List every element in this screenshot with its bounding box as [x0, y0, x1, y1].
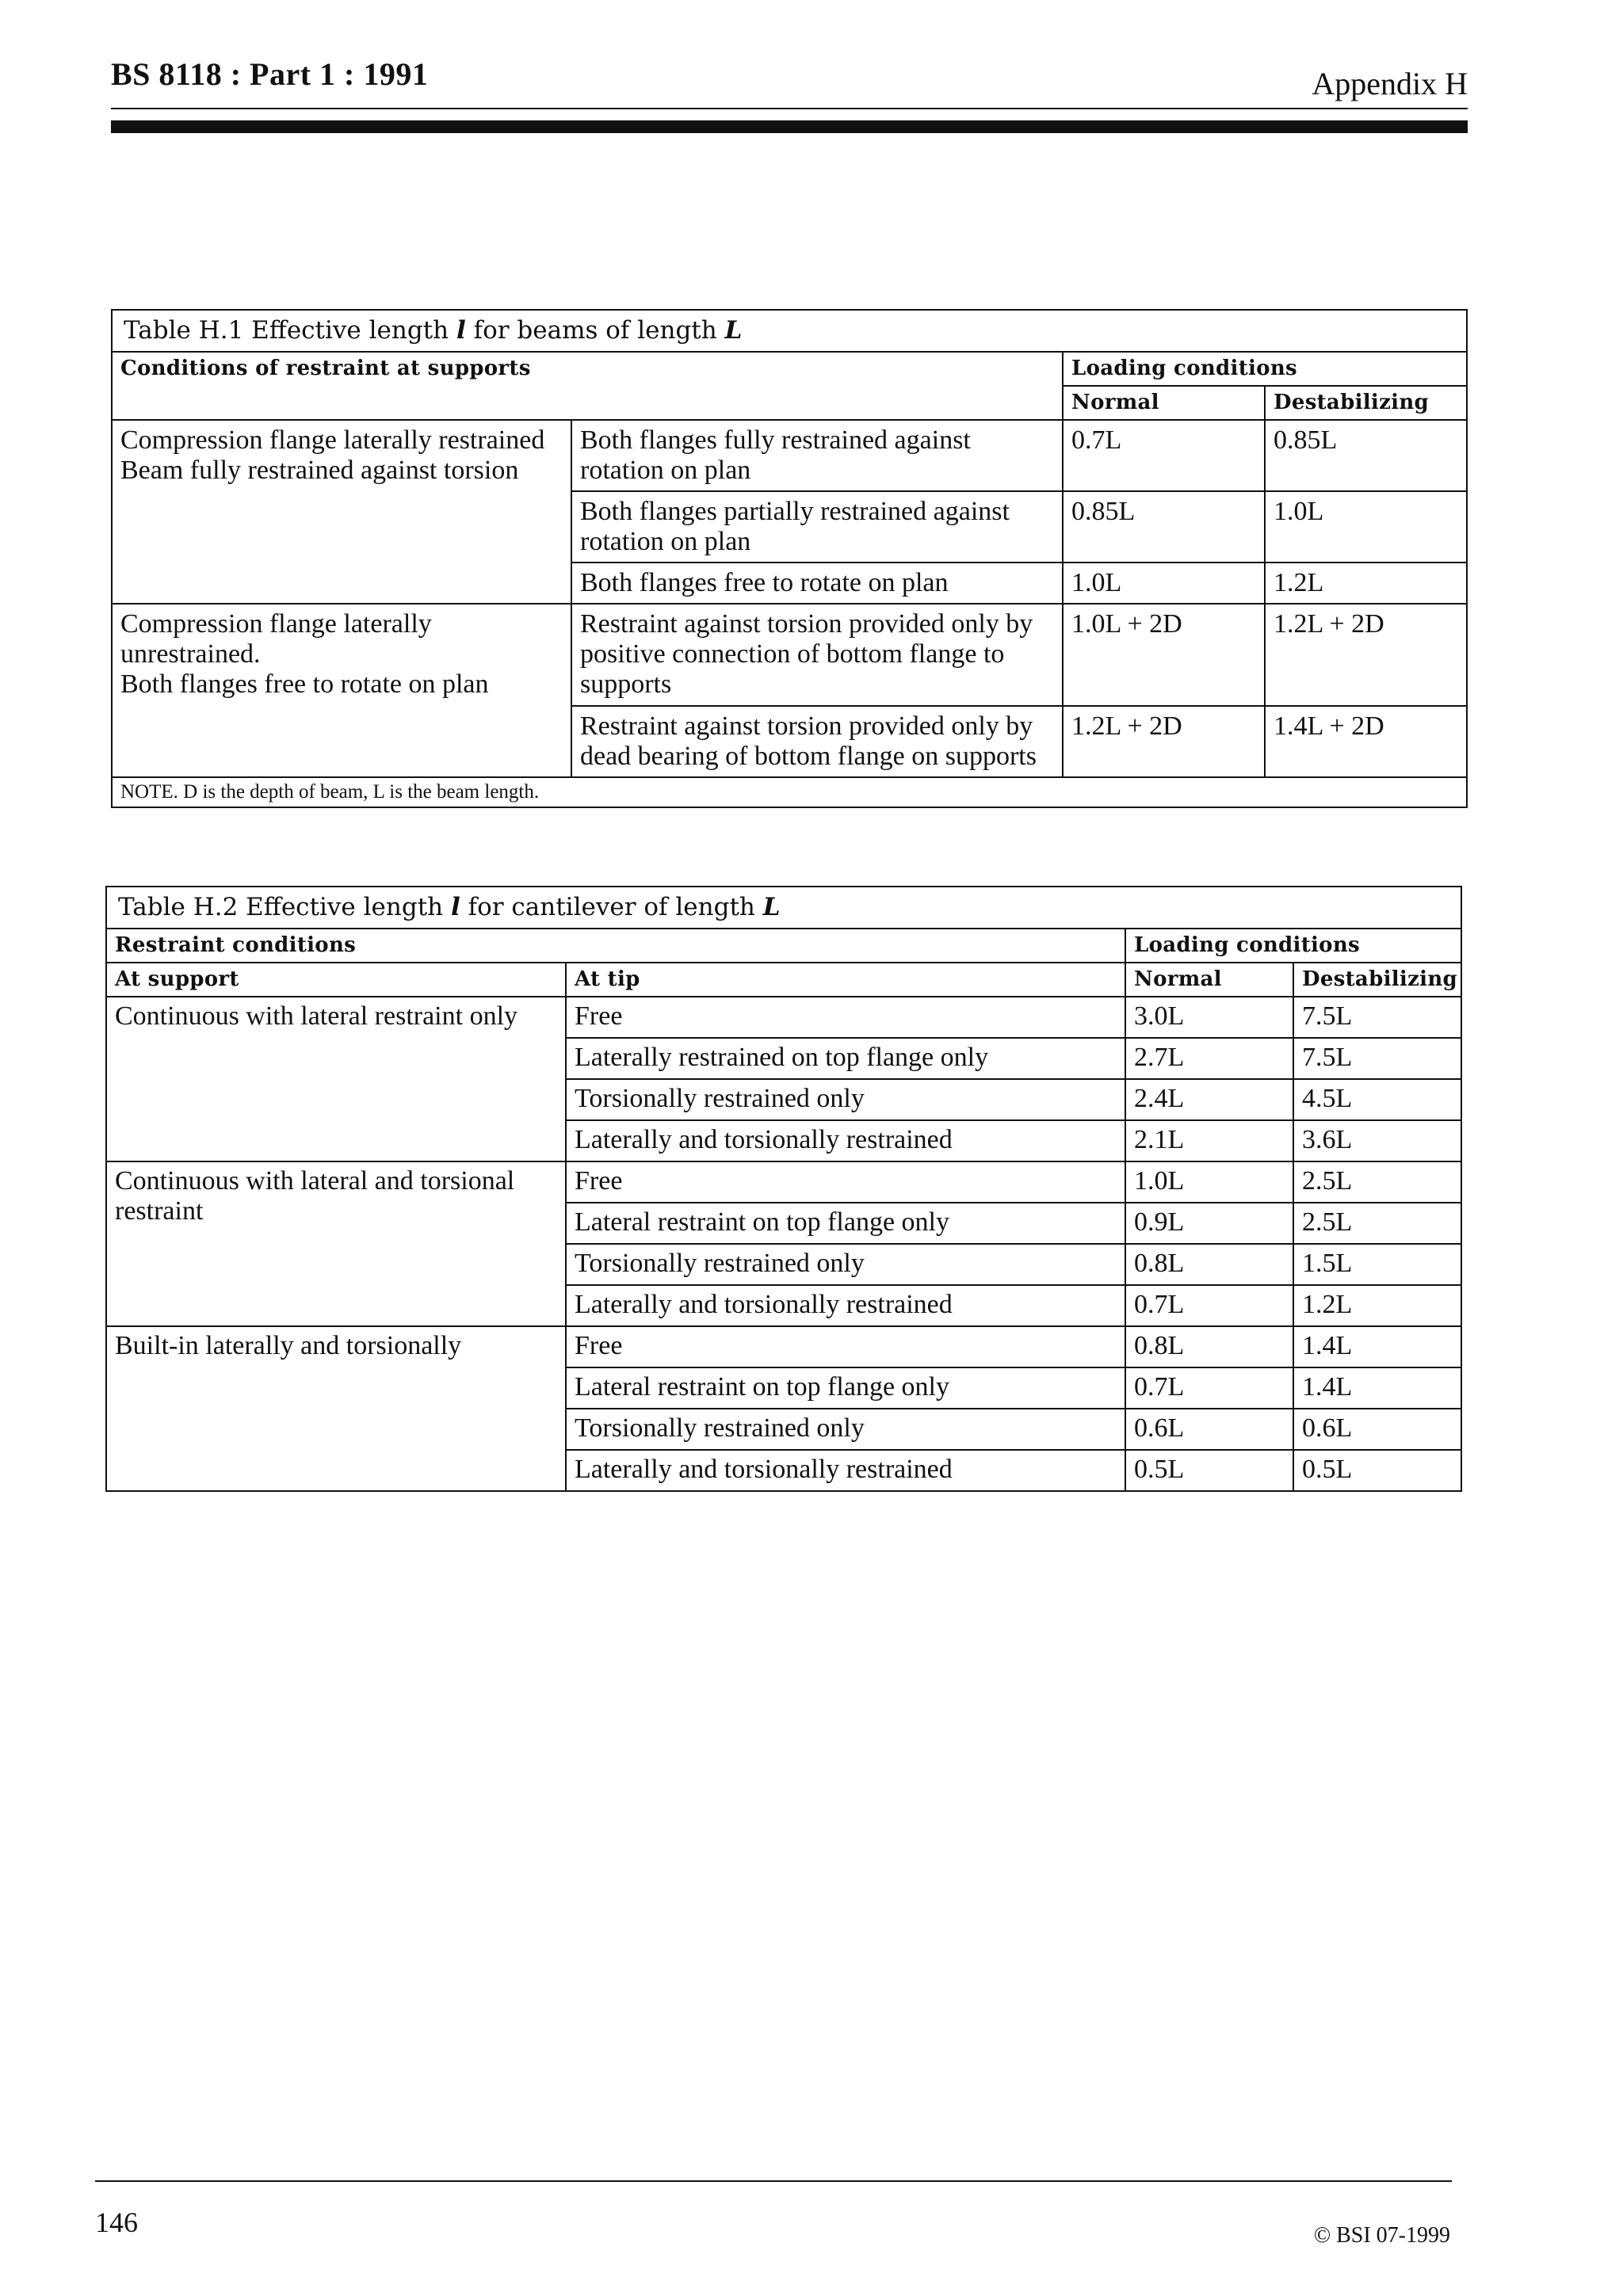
table-h1-destabilizing-header: Destabilizing — [1265, 386, 1467, 420]
table-h2-destabilizing: 2.5L — [1293, 1161, 1461, 1203]
table-h1-normal: 1.2L + 2D — [1063, 706, 1265, 777]
table-h2-tip: Free — [566, 1326, 1125, 1367]
table-h2-normal: 0.7L — [1125, 1285, 1293, 1326]
table-h2-support: Continuous with lateral and torsional restraint — [106, 1161, 566, 1326]
table-h2-destabilizing: 0.5L — [1293, 1450, 1461, 1491]
table-row — [112, 420, 1467, 491]
table-h2-normal: 1.0L — [1125, 1161, 1293, 1203]
table-h2-destabilizing: 2.5L — [1293, 1203, 1461, 1244]
table-h2-tip: Laterally restrained on top flange only — [566, 1038, 1125, 1079]
table-h1-detail: Both flanges fully restrained against rotation on plan — [571, 420, 1063, 491]
footer-rule — [95, 2180, 1452, 2182]
table-h1-destabilizing: 0.85L — [1265, 420, 1467, 491]
table-h2-destabilizing: 4.5L — [1293, 1079, 1461, 1120]
table-h2-destabilizing: 1.5L — [1293, 1244, 1461, 1285]
table-h2-loading-header: Loading conditions — [1125, 929, 1461, 963]
table-h1-detail: Both flanges partially restrained against rotation on plan — [571, 491, 1063, 563]
table-h2-tip: Laterally and torsionally restrained — [566, 1450, 1125, 1491]
table-h2-tip: Lateral restraint on top flange only — [566, 1203, 1125, 1244]
table-h2-destabilizing: 7.5L — [1293, 1038, 1461, 1079]
table-h2-restraint-header: Restraint conditions — [106, 929, 1125, 963]
table-h2-destabilizing: 1.2L — [1293, 1285, 1461, 1326]
table-h1-destabilizing: 1.4L + 2D — [1265, 706, 1467, 777]
table-h1-normal: 1.0L — [1063, 563, 1265, 604]
table-h2-support: Continuous with lateral restraint only — [106, 997, 566, 1161]
table-h2-tip: Torsionally restrained only — [566, 1409, 1125, 1450]
table-h1-caption: Table H.1 Effective length l for beams of length L — [112, 310, 1467, 352]
copyright-notice: © BSI 07-1999 — [1313, 2223, 1450, 2248]
table-h2-tip: Free — [566, 1161, 1125, 1203]
table-h1-destabilizing: 1.0L — [1265, 491, 1467, 563]
table-h2-tip: Laterally and torsionally restrained — [566, 1285, 1125, 1326]
table-h1-destabilizing: 1.2L + 2D — [1265, 604, 1467, 705]
table-h1-loading-header: Loading conditions — [1063, 352, 1467, 386]
table-h2-normal: 0.8L — [1125, 1244, 1293, 1285]
table-h1-condition: Compression flange laterally restrained Beam fully restrained against torsion — [112, 420, 571, 604]
table-row — [106, 1326, 1461, 1367]
table-h1-detail: Both flanges free to rotate on plan — [571, 563, 1063, 604]
table-h2-tip: Torsionally restrained only — [566, 1079, 1125, 1120]
table-h2-normal: 2.7L — [1125, 1038, 1293, 1079]
standard-title: BS 8118 : Part 1 : 1991 — [111, 56, 429, 92]
table-h1-note: NOTE. D is the depth of beam, L is the beam length. — [112, 777, 1467, 807]
table-h1-detail: Restraint against torsion provided only by positive connection of bottom flange to supports — [571, 604, 1063, 705]
table-h2-normal: 0.7L — [1125, 1367, 1293, 1409]
table-h2-normal: 3.0L — [1125, 997, 1293, 1038]
page-number: 146 — [95, 2206, 138, 2238]
table-h2-normal: 2.1L — [1125, 1120, 1293, 1161]
table-h2-tip: Lateral restraint on top flange only — [566, 1367, 1125, 1409]
table-h2-normal: 2.4L — [1125, 1079, 1293, 1120]
table-row — [106, 1161, 1461, 1203]
table-h1-restraint-header: Conditions of restraint at supports — [112, 352, 1063, 420]
table-h2-tip: Laterally and torsionally restrained — [566, 1120, 1125, 1161]
table-h2-normal: 0.6L — [1125, 1409, 1293, 1450]
table-h2-tip: Free — [566, 997, 1125, 1038]
table-h1-normal: 0.85L — [1063, 491, 1265, 563]
table-h1 — [111, 309, 1468, 808]
table-h2-support-header: At support — [106, 963, 566, 997]
header-rule-thick — [111, 120, 1468, 133]
table-h1-condition: Compression flange laterally unrestrained. Both flanges free to rotate on plan — [112, 604, 571, 776]
table-h1-detail: Restraint against torsion provided only by dead bearing of bottom flange on supports — [571, 706, 1063, 777]
table-h2-normal: 0.5L — [1125, 1450, 1293, 1491]
table-h2-destabilizing: 3.6L — [1293, 1120, 1461, 1161]
table-h1-normal: 0.7L — [1063, 420, 1265, 491]
table-h1-normal: 1.0L + 2D — [1063, 604, 1265, 705]
table-row — [112, 604, 1467, 705]
table-h2-support: Built-in laterally and torsionally — [106, 1326, 566, 1491]
table-h1-destabilizing: 1.2L — [1265, 563, 1467, 604]
table-h1-normal-header: Normal — [1063, 386, 1265, 420]
table-row — [106, 997, 1461, 1038]
table-h2-destabilizing: 7.5L — [1293, 997, 1461, 1038]
table-h2-destabilizing: 1.4L — [1293, 1326, 1461, 1367]
table-h2-tip-header: At tip — [566, 963, 1125, 997]
table-h2-normal: 0.8L — [1125, 1326, 1293, 1367]
table-h2-normal: 0.9L — [1125, 1203, 1293, 1244]
table-h2 — [105, 886, 1462, 1492]
section-title: Appendix H — [1312, 66, 1468, 101]
table-h2-normal-header: Normal — [1125, 963, 1293, 997]
table-h2-destabilizing-header: Destabilizing — [1293, 963, 1461, 997]
header-rule-thin — [111, 108, 1468, 109]
table-h2-destabilizing: 1.4L — [1293, 1367, 1461, 1409]
table-h2-caption: Table H.2 Effective length l for cantilever of length L — [106, 887, 1461, 929]
table-h2-destabilizing: 0.6L — [1293, 1409, 1461, 1450]
table-h2-tip: Torsionally restrained only — [566, 1244, 1125, 1285]
